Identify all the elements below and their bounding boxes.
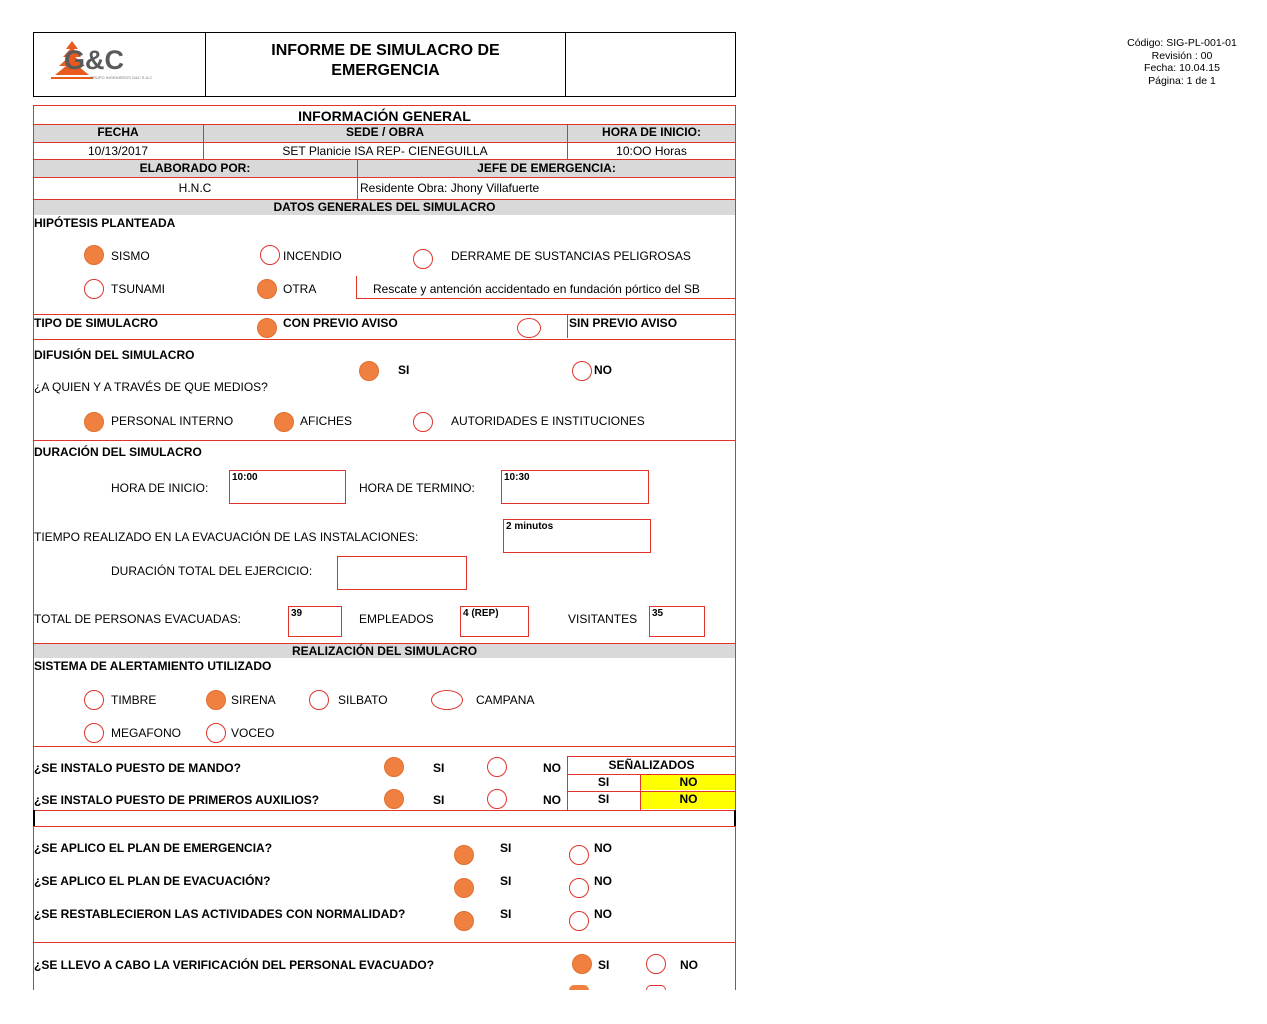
afiches-radio[interactable]	[274, 412, 294, 432]
restablecieron-no-radio[interactable]	[569, 911, 589, 931]
rule	[356, 276, 357, 298]
difusion-si-label: SI	[398, 363, 410, 377]
tiempo-label: TIEMPO REALIZADO EN LA EVACUACIÓN DE LAS INSTALACIONES:	[34, 530, 419, 544]
plan-emergencia-no-label: NO	[594, 841, 612, 855]
derrame-radio[interactable]	[413, 249, 433, 269]
revision-text: Revisión : 00	[1151, 49, 1213, 62]
otra-label: OTRA	[283, 282, 317, 296]
auxilios-si-radio[interactable]	[384, 789, 404, 809]
hora-inicio-value: 10:OO Horas	[616, 144, 687, 158]
megafono-radio[interactable]	[84, 723, 104, 743]
campana-radio[interactable]	[431, 690, 463, 710]
timbre-radio[interactable]	[84, 690, 104, 710]
q-verificacion: ¿SE LLEVO A CABO LA VERIFICACIÓN DEL PERSONAL EVACUADO?	[34, 958, 435, 972]
q-auxilios: ¿SE INSTALO PUESTO DE PRIMEROS AUXILIOS?	[34, 793, 320, 807]
hora-inicio-field[interactable]: 10:00	[229, 470, 346, 504]
tipo-simulacro-label: TIPO DE SIMULACRO	[34, 316, 159, 330]
verificacion-si-radio[interactable]	[572, 954, 592, 974]
personal-interno-label: PERSONAL INTERNO	[111, 414, 234, 428]
code-cell	[565, 33, 1237, 96]
restablecieron-no-label: NO	[594, 907, 612, 921]
plan-emergencia-si-radio[interactable]	[454, 845, 474, 865]
visitantes-label: VISITANTES	[568, 612, 638, 626]
verificacion-si-label: SI	[598, 958, 610, 972]
total-evacuadas-label: TOTAL DE PERSONAS EVACUADAS:	[34, 612, 241, 626]
logo-cell	[34, 33, 206, 96]
rule	[356, 298, 736, 299]
plan-evacuacion-si-label: SI	[500, 874, 512, 888]
title-line-1: INFORME DE SIMULACRO DE	[271, 42, 500, 59]
afiches-label: AFICHES	[300, 414, 353, 428]
difusion-label: DIFUSIÓN DEL SIMULACRO	[34, 348, 195, 362]
incendio-label: INCENDIO	[283, 249, 342, 263]
mando-no-label: NO	[543, 761, 561, 775]
codigo-text: Código: SIG-PL-001-01	[1127, 37, 1237, 49]
difusion-no-label: NO	[594, 363, 612, 377]
empleados-label: EMPLEADOS	[359, 612, 434, 626]
auxilios-si-label: SI	[433, 793, 445, 807]
con-aviso-label: CON PREVIO AVISO	[283, 316, 398, 330]
duracion-label: DURACIÓN DEL SIMULACRO	[34, 445, 202, 459]
plan-emergencia-no-radio[interactable]	[569, 845, 589, 865]
restablecieron-si-radio[interactable]	[454, 911, 474, 931]
sede-label: SEDE / OBRA	[345, 125, 424, 139]
medios-question: ¿A QUIEN Y A TRAVÉS DE QUE MEDIOS?	[34, 380, 268, 394]
pagina-text: Página: 1 de 1	[1148, 74, 1216, 87]
q-mando: ¿SE INSTALO PUESTO DE MANDO?	[34, 761, 241, 775]
sirena-radio[interactable]	[206, 690, 226, 710]
senal-auxilios-no: NO	[679, 792, 698, 806]
campana-label: CAMPANA	[476, 693, 535, 707]
document-title	[206, 41, 565, 81]
empleados-field[interactable]: 4 (REP)	[460, 606, 529, 637]
sismo-radio[interactable]	[84, 245, 104, 265]
logo-text: G&C	[64, 45, 124, 75]
hora-termino-field[interactable]: 10:30	[501, 470, 649, 504]
sirena-label: SIRENA	[231, 693, 276, 707]
divider-mark	[734, 810, 736, 826]
total-evacuadas-field[interactable]: 39	[288, 606, 342, 637]
mando-si-radio[interactable]	[384, 757, 404, 777]
document-code-block	[1097, 37, 1267, 87]
plan-emergencia-si-label: SI	[500, 841, 512, 855]
duracion-total-field[interactable]	[337, 556, 467, 590]
fecha-label: FECHA	[97, 125, 139, 139]
autoridades-label: AUTORIDADES E INSTITUCIONES	[451, 414, 645, 428]
sin-aviso-label: SIN PREVIO AVISO	[569, 316, 678, 330]
logo-subtext: GRUPO INGENIEROS G&C S.A.C	[90, 75, 153, 80]
megafono-label: MEGAFONO	[111, 726, 182, 740]
next-row-si-radio-partial	[569, 985, 589, 990]
senal-auxilios-si: SI	[597, 792, 610, 806]
rule	[33, 339, 736, 340]
hora-inicio-label: HORA DE INICIO:	[602, 125, 701, 139]
fecha-value: 10/13/2017	[87, 144, 149, 158]
silbato-radio[interactable]	[309, 690, 329, 710]
title-line-2: EMERGENCIA	[331, 62, 440, 79]
auxilios-no-label: NO	[543, 793, 561, 807]
rule	[33, 105, 736, 106]
mando-no-radio[interactable]	[487, 757, 507, 777]
timbre-label: TIMBRE	[111, 693, 157, 707]
elaborado-value: H.N.C	[178, 181, 212, 195]
difusion-no-radio[interactable]	[572, 361, 592, 381]
rule	[567, 756, 736, 757]
q-plan-evacuacion: ¿SE APLICO EL PLAN DE EVACUACIÓN?	[34, 874, 271, 888]
rule	[33, 177, 736, 178]
plan-evacuacion-si-radio[interactable]	[454, 878, 474, 898]
rule	[33, 810, 736, 811]
personal-interno-radio[interactable]	[84, 412, 104, 432]
sismo-label: SISMO	[111, 249, 150, 263]
visitantes-field[interactable]: 35	[649, 606, 705, 637]
rule	[33, 142, 736, 143]
q-plan-emergencia: ¿SE APLICO EL PLAN DE EMERGENCIA?	[34, 841, 273, 855]
elaborado-label: ELABORADO POR:	[139, 161, 251, 175]
voceo-radio[interactable]	[206, 723, 226, 743]
plan-evacuacion-no-label: NO	[594, 874, 612, 888]
jefe-label: JEFE DE EMERGENCIA:	[477, 161, 616, 175]
mando-si-label: SI	[433, 761, 445, 775]
hora-termino-field-label: HORA DE TERMINO:	[359, 481, 475, 495]
rule	[33, 746, 736, 747]
silbato-label: SILBATO	[338, 693, 388, 707]
senalizados-header: SEÑALIZADOS	[608, 758, 695, 772]
hipotesis-label: HIPÓTESIS PLANTEADA	[34, 216, 176, 230]
tsunami-label: TSUNAMI	[111, 282, 165, 296]
realizacion-section-title: REALIZACIÓN DEL SIMULACRO	[291, 644, 478, 658]
jefe-value: Residente Obra: Jhony Villafuerte	[360, 181, 540, 195]
verificacion-no-label: NO	[680, 958, 698, 972]
rule	[33, 826, 736, 827]
document-header	[33, 32, 1237, 97]
otra-radio[interactable]	[257, 279, 277, 299]
sede-value: SET Planicie ISA REP- CIENEGUILLA	[282, 144, 488, 158]
senal-mando-no: NO	[679, 775, 698, 789]
datos-section-title: DATOS GENERALES DEL SIMULACRO	[273, 200, 496, 214]
verificacion-no-radio[interactable]	[646, 954, 666, 974]
otra-value[interactable]: Rescate y antención accidentado en fundación pórtico del SB	[373, 282, 700, 296]
rule	[33, 314, 736, 315]
general-section-title: INFORMACIÓN GENERAL	[298, 108, 471, 124]
con-aviso-radio[interactable]	[257, 318, 277, 338]
plan-evacuacion-no-radio[interactable]	[569, 878, 589, 898]
duracion-total-label: DURACIÓN TOTAL DEL EJERCICIO:	[111, 564, 313, 578]
restablecieron-si-label: SI	[500, 907, 512, 921]
rule	[567, 314, 568, 338]
alertamiento-label: SISTEMA DE ALERTAMIENTO UTILIZADO	[34, 659, 272, 673]
rule	[33, 942, 736, 943]
q-restablecieron: ¿SE RESTABLECIERON LAS ACTIVIDADES CON NORMALIDAD?	[34, 907, 406, 921]
tsunami-radio[interactable]	[84, 279, 104, 299]
sin-aviso-radio[interactable]	[517, 318, 541, 338]
difusion-si-radio[interactable]	[359, 361, 379, 381]
derrame-label: DERRAME DE SUSTANCIAS PELIGROSAS	[451, 249, 691, 263]
tiempo-field[interactable]: 2 minutos	[503, 519, 651, 553]
voceo-label: VOCEO	[231, 726, 275, 740]
autoridades-radio[interactable]	[413, 412, 433, 432]
auxilios-no-radio[interactable]	[487, 789, 507, 809]
senal-mando-si: SI	[597, 775, 610, 789]
hora-inicio-field-label: HORA DE INICIO:	[111, 481, 209, 495]
fecha-text: Fecha: 10.04.15	[1144, 62, 1220, 74]
rule	[33, 440, 736, 441]
incendio-radio[interactable]	[260, 245, 280, 265]
divider-mark	[33, 810, 35, 826]
next-row-no-radio-partial	[646, 985, 666, 990]
